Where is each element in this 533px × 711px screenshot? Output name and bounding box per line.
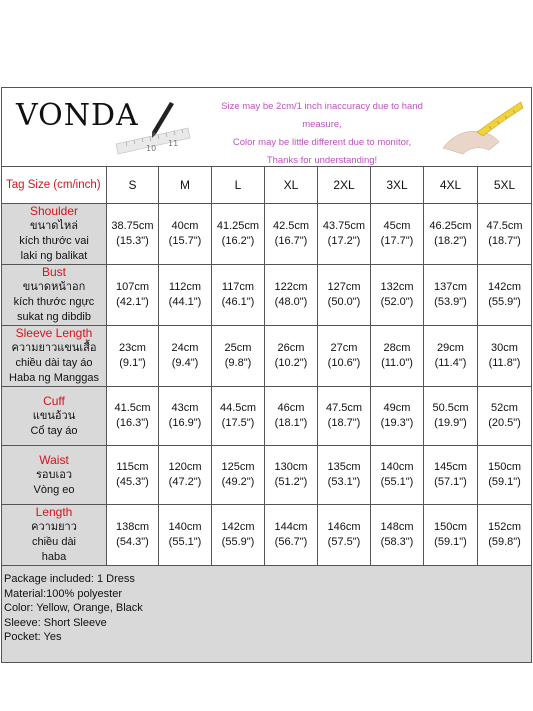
value-cm: 44.5cm bbox=[219, 402, 257, 414]
measurement-cell bbox=[318, 204, 371, 265]
value-inch: (55.1") bbox=[168, 536, 202, 548]
measurement-cell bbox=[107, 387, 159, 446]
value-inch: (17.7") bbox=[380, 235, 414, 247]
measurement-cell bbox=[159, 387, 212, 446]
size-header-l: L bbox=[212, 167, 265, 204]
measurement-cell bbox=[159, 204, 212, 265]
measurement-name: Sleeve Length bbox=[15, 326, 93, 340]
value-inch: (16.3") bbox=[116, 417, 149, 429]
value-inch: (10.2") bbox=[274, 357, 308, 369]
measurement-rows bbox=[2, 204, 532, 566]
value-inch: (11.8") bbox=[488, 357, 521, 369]
value-cm: 142cm bbox=[487, 281, 522, 293]
value-inch: (54.3") bbox=[116, 536, 149, 548]
value-inch: (19.3") bbox=[380, 417, 414, 429]
table-row bbox=[2, 505, 532, 566]
value-inch: (47.2") bbox=[168, 476, 202, 488]
value-inch: (17.2") bbox=[327, 235, 361, 247]
table-row bbox=[2, 387, 532, 446]
measurement-cell bbox=[478, 326, 532, 387]
value-cm: 127cm bbox=[327, 281, 361, 293]
table-row bbox=[2, 326, 532, 387]
value-cm: 42.5cm bbox=[272, 220, 310, 232]
measurement-cell bbox=[424, 265, 478, 326]
svg-text:10: 10 bbox=[146, 144, 157, 153]
measurement-translation: แขนอ้วน bbox=[32, 409, 76, 422]
value-inch: (56.7") bbox=[274, 536, 308, 548]
value-cm: 47.5cm bbox=[325, 402, 363, 414]
value-inch: (16.9") bbox=[168, 417, 202, 429]
measurement-label bbox=[2, 387, 107, 446]
info-line: Color: Yellow, Orange, Black bbox=[4, 602, 143, 614]
measurement-label bbox=[2, 505, 107, 566]
note-line: Color may be little different due to monitor, bbox=[232, 137, 412, 148]
value-inch: (49.2") bbox=[221, 476, 255, 488]
value-inch: (58.3") bbox=[380, 536, 414, 548]
value-cm: 41.25cm bbox=[216, 220, 260, 232]
value-cm: 107cm bbox=[115, 281, 150, 293]
measurement-cell bbox=[478, 265, 532, 326]
measuring-ruler-pen-icon bbox=[112, 98, 192, 158]
measurement-cell bbox=[371, 265, 424, 326]
measurement-cell bbox=[265, 505, 318, 566]
measurement-name: Shoulder bbox=[29, 204, 79, 218]
value-inch: (16.7") bbox=[274, 235, 308, 247]
info-line: Pocket: Yes bbox=[4, 631, 62, 643]
value-inch: (18.7") bbox=[488, 235, 521, 247]
value-cm: 27cm bbox=[330, 342, 358, 354]
measurement-cell bbox=[478, 204, 532, 265]
measurement-notes bbox=[202, 98, 442, 170]
measurement-cell bbox=[318, 387, 371, 446]
value-cm: 112cm bbox=[168, 281, 202, 293]
value-cm: 52cm bbox=[491, 402, 518, 414]
measurement-cell bbox=[212, 204, 265, 265]
value-cm: 28cm bbox=[383, 342, 411, 354]
value-inch: (15.7") bbox=[168, 235, 202, 247]
value-cm: 30cm bbox=[491, 342, 518, 354]
size-header-xl: XL bbox=[265, 167, 318, 204]
value-inch: (42.1") bbox=[116, 296, 149, 308]
measurement-cell bbox=[212, 387, 265, 446]
measurement-cell bbox=[478, 446, 532, 505]
measurement-cell bbox=[212, 326, 265, 387]
value-cm: 40cm bbox=[171, 220, 199, 232]
hand-with-tape-measure-icon bbox=[429, 98, 525, 158]
value-cm: 46cm bbox=[277, 402, 305, 414]
value-cm: 122cm bbox=[274, 281, 308, 293]
value-cm: 148cm bbox=[380, 521, 414, 533]
tag-size-header: Tag Size (cm/inch) bbox=[2, 167, 107, 204]
measurement-translation: ขนาดไหล่ bbox=[30, 220, 78, 232]
size-header-4xl: 4XL bbox=[424, 167, 478, 204]
value-cm: 38.75cm bbox=[111, 220, 154, 232]
measurement-translation: chiều dài bbox=[31, 536, 77, 548]
value-inch: (53.1") bbox=[327, 476, 361, 488]
measurement-cell bbox=[424, 446, 478, 505]
value-inch: (9.1") bbox=[119, 357, 146, 369]
value-inch: (44.1") bbox=[168, 296, 202, 308]
measurement-cell bbox=[107, 265, 159, 326]
value-inch: (57.5") bbox=[327, 536, 361, 548]
value-inch: (16.2") bbox=[221, 235, 255, 247]
measurement-name: Waist bbox=[39, 452, 69, 467]
value-cm: 130cm bbox=[274, 461, 308, 473]
measurement-translation: chiều dài tay áo bbox=[15, 357, 93, 369]
value-cm: 47.5cm bbox=[486, 220, 523, 232]
measurement-cell bbox=[318, 505, 371, 566]
value-inch: (55.9") bbox=[488, 296, 521, 308]
value-cm: 142cm bbox=[221, 521, 255, 533]
measurement-cell bbox=[371, 326, 424, 387]
measurement-cell bbox=[371, 446, 424, 505]
measurement-cell bbox=[212, 505, 265, 566]
measurement-cell bbox=[371, 387, 424, 446]
measurement-cell bbox=[107, 505, 159, 566]
measurement-label bbox=[2, 204, 107, 265]
size-header-s: S bbox=[107, 167, 159, 204]
value-cm: 140cm bbox=[168, 521, 202, 533]
info-line: Sleeve: Short Sleeve bbox=[4, 616, 107, 629]
value-cm: 43.75cm bbox=[322, 220, 366, 232]
value-inch: (51.2") bbox=[274, 476, 308, 488]
measurement-cell bbox=[265, 326, 318, 387]
measurement-translation: ขนาดหน้าอก bbox=[22, 281, 86, 293]
value-inch: (9.4") bbox=[171, 357, 199, 369]
measurement-cell bbox=[371, 505, 424, 566]
value-cm: 125cm bbox=[221, 461, 255, 473]
measurement-translation: รอบเอว bbox=[35, 468, 73, 481]
value-cm: 23cm bbox=[119, 342, 146, 354]
size-chart bbox=[1, 87, 531, 643]
value-cm: 43cm bbox=[171, 402, 199, 414]
svg-text:11: 11 bbox=[168, 139, 179, 148]
value-cm: 115cm bbox=[116, 461, 149, 473]
value-inch: (18.1") bbox=[274, 417, 308, 429]
measurement-translation: sukat ng dibdib bbox=[17, 311, 91, 323]
measurement-cell bbox=[318, 446, 371, 505]
value-cm: 132cm bbox=[380, 281, 414, 293]
header-banner bbox=[2, 88, 532, 167]
measurement-translation: Vòng eo bbox=[33, 483, 75, 496]
value-inch: (55.9") bbox=[221, 536, 255, 548]
measurement-cell bbox=[478, 505, 532, 566]
value-inch: (11.4") bbox=[434, 357, 467, 369]
value-inch: (55.1") bbox=[380, 476, 414, 488]
size-header-3xl: 3XL bbox=[371, 167, 424, 204]
value-inch: (50.0") bbox=[327, 296, 361, 308]
measurement-translation: laki ng balikat bbox=[20, 250, 88, 262]
value-inch: (19.9") bbox=[434, 417, 467, 429]
measurement-cell bbox=[424, 204, 478, 265]
size-header-m: M bbox=[159, 167, 212, 204]
value-inch: (59.1") bbox=[434, 536, 467, 548]
note-line: Thanks for understanding! bbox=[266, 155, 378, 166]
measurement-cell bbox=[265, 387, 318, 446]
table-row bbox=[2, 204, 532, 265]
size-header-2xl: 2XL bbox=[318, 167, 371, 204]
value-inch: (9.8") bbox=[224, 357, 252, 369]
measurement-cell bbox=[265, 265, 318, 326]
value-cm: 25cm bbox=[224, 342, 252, 354]
measurement-cell bbox=[159, 326, 212, 387]
value-cm: 150cm bbox=[433, 521, 468, 533]
value-inch: (20.5") bbox=[488, 417, 521, 429]
value-inch: (46.1") bbox=[221, 296, 255, 308]
value-inch: (48.0") bbox=[274, 296, 308, 308]
measurement-cell bbox=[424, 326, 478, 387]
measurement-name: Cuff bbox=[43, 393, 65, 408]
value-inch: (45.3") bbox=[116, 476, 149, 488]
value-cm: 117cm bbox=[221, 281, 255, 293]
measurement-cell bbox=[159, 265, 212, 326]
measurement-name: Length bbox=[35, 505, 73, 519]
measurement-cell bbox=[318, 326, 371, 387]
value-cm: 144cm bbox=[274, 521, 308, 533]
measurement-label bbox=[2, 265, 107, 326]
value-inch: (17.5") bbox=[221, 417, 255, 429]
measurement-translation: kích thước vai bbox=[19, 235, 89, 247]
value-inch: (52.0") bbox=[380, 296, 414, 308]
measurement-translation: haba bbox=[41, 551, 67, 563]
value-inch: (59.8") bbox=[488, 536, 521, 548]
measurement-cell bbox=[371, 204, 424, 265]
product-info bbox=[2, 566, 532, 663]
value-inch: (18.7") bbox=[327, 417, 361, 429]
measurement-name: Bust bbox=[41, 265, 66, 279]
value-inch: (57.1") bbox=[434, 476, 467, 488]
value-cm: 138cm bbox=[115, 521, 150, 533]
measurement-cell bbox=[107, 446, 159, 505]
value-cm: 140cm bbox=[380, 461, 414, 473]
value-cm: 50.5cm bbox=[432, 402, 469, 414]
value-cm: 152cm bbox=[487, 521, 522, 533]
measurement-label bbox=[2, 326, 107, 387]
measurement-cell bbox=[212, 446, 265, 505]
value-cm: 45cm bbox=[383, 220, 411, 232]
measurement-translation: Cổ tay áo bbox=[30, 424, 78, 437]
value-cm: 150cm bbox=[487, 461, 522, 473]
value-inch: (11.0") bbox=[381, 357, 413, 369]
value-cm: 137cm bbox=[433, 281, 468, 293]
measurement-cell bbox=[318, 265, 371, 326]
measurement-cell bbox=[424, 387, 478, 446]
measurement-label bbox=[2, 446, 107, 505]
value-cm: 24cm bbox=[171, 342, 199, 354]
table-row bbox=[2, 265, 532, 326]
measurement-cell bbox=[159, 505, 212, 566]
table-row bbox=[2, 446, 532, 505]
info-line: Package included: 1 Dress bbox=[4, 573, 135, 585]
value-inch: (18.2") bbox=[434, 235, 467, 247]
brand-logo: VONDA bbox=[16, 98, 139, 133]
value-cm: 46.25cm bbox=[429, 220, 472, 232]
measurement-cell bbox=[424, 505, 478, 566]
measurement-cell bbox=[265, 446, 318, 505]
measurement-translation: ความยาวแขนเสื้อ bbox=[11, 342, 97, 354]
value-cm: 41.5cm bbox=[114, 402, 151, 414]
value-cm: 135cm bbox=[327, 461, 361, 473]
measurement-cell bbox=[478, 387, 532, 446]
value-cm: 29cm bbox=[437, 342, 464, 354]
size-table bbox=[1, 87, 532, 663]
measurement-cell bbox=[107, 326, 159, 387]
value-cm: 49cm bbox=[383, 402, 411, 414]
value-inch: (59.1") bbox=[488, 476, 521, 488]
measurement-translation: ความยาว bbox=[31, 521, 77, 533]
value-cm: 120cm bbox=[168, 461, 202, 473]
value-cm: 146cm bbox=[327, 521, 361, 533]
measurement-cell bbox=[159, 446, 212, 505]
value-inch: (53.9") bbox=[434, 296, 467, 308]
measurement-cell bbox=[265, 204, 318, 265]
size-header-5xl: 5XL bbox=[478, 167, 532, 204]
value-inch: (15.3") bbox=[116, 235, 149, 247]
measurement-cell bbox=[212, 265, 265, 326]
measurement-cell bbox=[107, 204, 159, 265]
value-cm: 145cm bbox=[433, 461, 468, 473]
value-cm: 26cm bbox=[277, 342, 305, 354]
measurement-translation: Haba ng Manggas bbox=[9, 372, 99, 384]
measurement-translation: kích thước ngực bbox=[13, 296, 95, 308]
note-line: Size may be 2cm/1 inch inaccuracy due to hand measure, bbox=[221, 101, 423, 130]
info-line: Material:100% polyester bbox=[4, 587, 123, 600]
value-inch: (10.6") bbox=[327, 357, 361, 369]
